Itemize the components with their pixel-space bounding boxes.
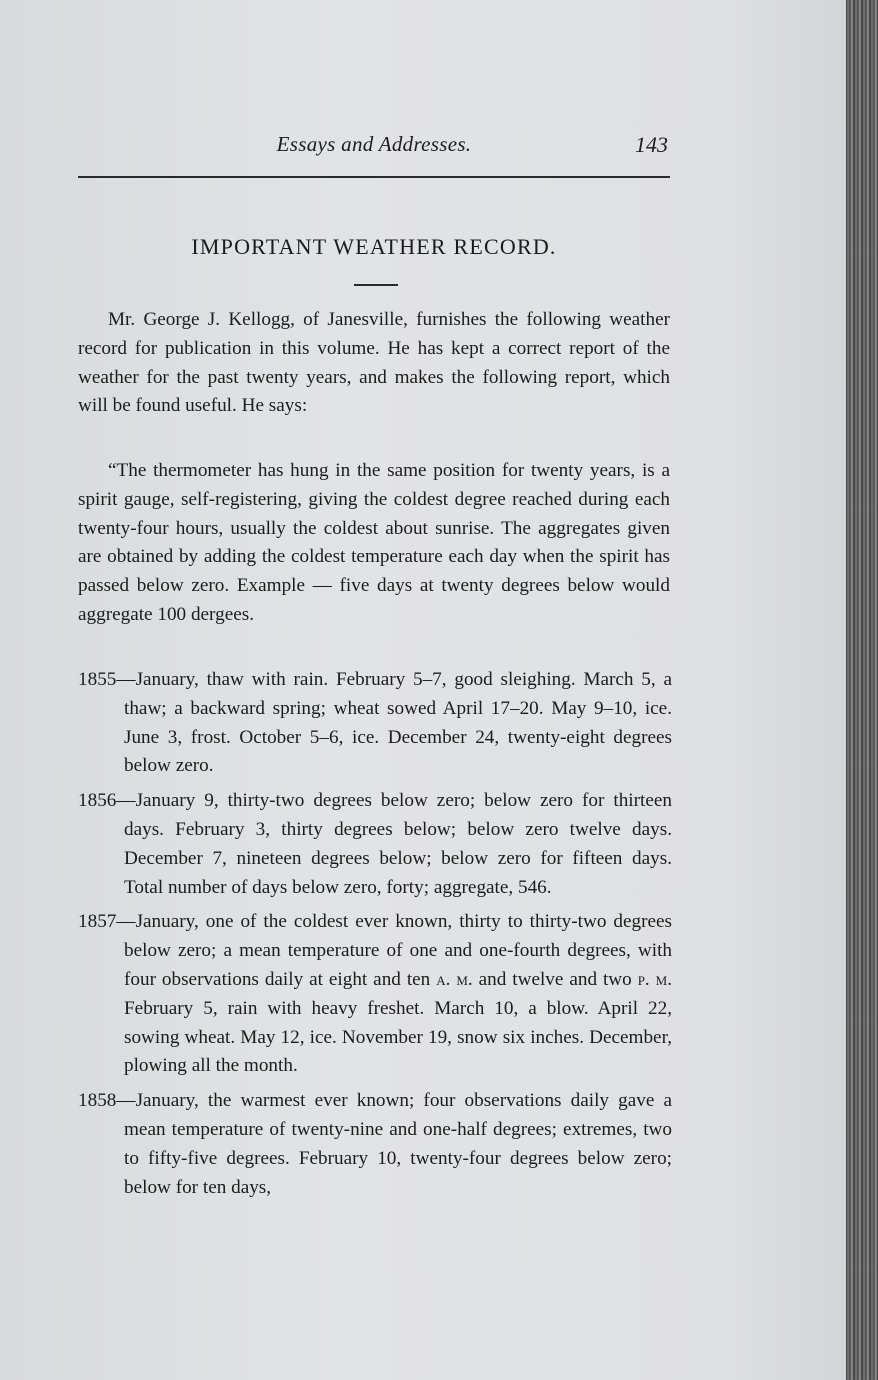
year-entry <box>78 1087 672 1202</box>
intro-paragraph: Mr. George J. Kellogg, of Janesville, furnishes the following weather record for publication in this volume. He has kept a correct report of the weather for the past twenty years, and makes the following report, which will be found useful. He says: <box>78 309 670 417</box>
year-separator: — <box>116 911 136 933</box>
article-title: IMPORTANT WEATHER RECORD. <box>191 234 557 259</box>
entry-year: 1855 <box>78 669 117 690</box>
quote-paragraph: “The thermometer has hung in the same position for twenty years, is a spirit gauge, self-registering, giving the coldest degree reached during each twenty-four hours, usually the coldest about sunrise. The aggregates given are obtained by adding the coldest temperature each day when the spirit has passed below zero. Example — five days at twenty degrees below would aggregate 100 dergees. <box>78 460 670 625</box>
entry-text: January, the warmest ever known; four observations daily gave a mean temperature of twenty-nine and one-half degrees; extremes, two to fifty-five degrees. February 10, twenty-four degrees below zero; below for ten days, <box>124 1090 672 1198</box>
entry-text: January, one of the coldest ever known, thirty to thirty-two degrees below zero; a mean temperature of one and one-fourth degrees, with four observations daily at eight and ten <box>124 911 672 990</box>
entry-text: January, thaw with rain. February 5–7, good sleighing. March 5, a thaw; a backward spring; wheat sowed April 17–20. May 9–10, ice. June 3, frost. October 5–6, ice. December 24, twenty-eight degrees below zero. <box>124 669 672 777</box>
entry-text: January 9, thirty-two degrees below zero; below zero for thirteen days. February 3, thirty degrees below; below zero twelve days. December 7, nineteen degrees below; below zero for fifteen days. Total number of days below zero, forty; aggregate, 546. <box>124 790 672 898</box>
running-title: Essays and Addresses. <box>276 132 472 156</box>
book-binding-edge <box>846 0 878 1380</box>
entry-text: February 5, rain with heavy freshet. March 10, a blow. April 22, sowing wheat. May 12, ice. November 19, snow six inches. December, plowing all the month. <box>124 997 672 1077</box>
year-separator: — <box>116 1090 136 1112</box>
time-am: a. m. <box>436 968 473 990</box>
running-head <box>78 132 670 168</box>
entry-text: and twelve and two <box>478 968 632 990</box>
year-separator: — <box>116 790 136 812</box>
entry-year: 1856 <box>78 790 117 812</box>
entry-year: 1857 <box>78 911 117 933</box>
header-rule <box>78 176 670 178</box>
year-entry <box>78 787 672 902</box>
entry-year: 1858 <box>78 1090 117 1112</box>
title-divider <box>354 284 398 286</box>
year-separator: — <box>116 669 136 690</box>
page-number: 143 <box>635 132 668 157</box>
time-pm: p. m. <box>637 968 673 990</box>
year-entry <box>78 908 672 1081</box>
year-entry <box>78 666 672 781</box>
year-entries <box>78 666 672 1208</box>
